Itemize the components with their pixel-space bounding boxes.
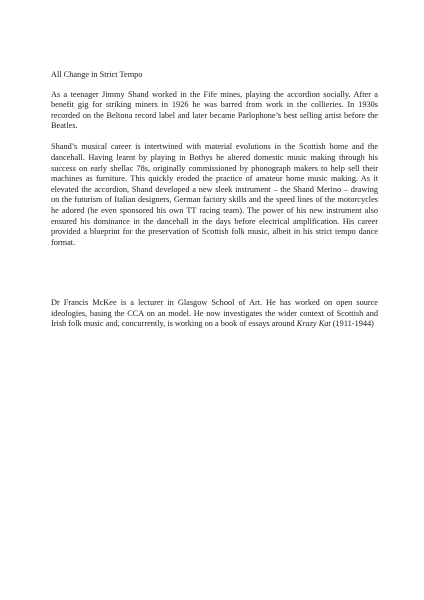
author-bio-text: Dr Francis McKee is a lecturer in Glasgow School of Art. He has worked on open source ideologies, basing the CCA on an model. He now investigates the wider context of Scottish and Irish folk music and, concurrently, is working on a book of essays around [51,298,378,329]
article-paragraph-1: As a teenager Jimmy Shand worked in the Fife mines, playing the accordion socially. After a benefit gig for striking miners in 1926 he was barred from work in the collieries. In 1930s recorded on the Beltona record label and later became Parlophone’s best selling artist before the Beatles. [51,89,378,131]
author-bio [51,298,378,330]
book-years: (1911-1944) [330,319,374,329]
book-title: Krazy Kat [296,319,331,329]
article-title: All Change in Strict Tempo [51,70,143,79]
article-paragraph-2: Shand’s musical career is intertwined with material evolutions in the Scottish home and the dancehall. Having learnt by playing in Bothys he altered domestic music making through his success on early shellac 78s, originally commissioned by phonograph makers to help sell their machines as furniture. This quickly eroded the practice of amateur home music making. As it elevated the accordion, Shand developed a new sleek instrument – the Shand Merino – drawing on the futurism of Italian designers, German factory skills and the speed lines of the motorcycles he adored (he even sponsored his own TT racing team). The power of his new instrument also ensured his dominance in the dancehall in the days before electrical amplification. His career provided a blueprint for the preservation of Scottish folk music, albeit in his strict tempo dance format. [51,142,378,247]
article-body [51,70,378,259]
